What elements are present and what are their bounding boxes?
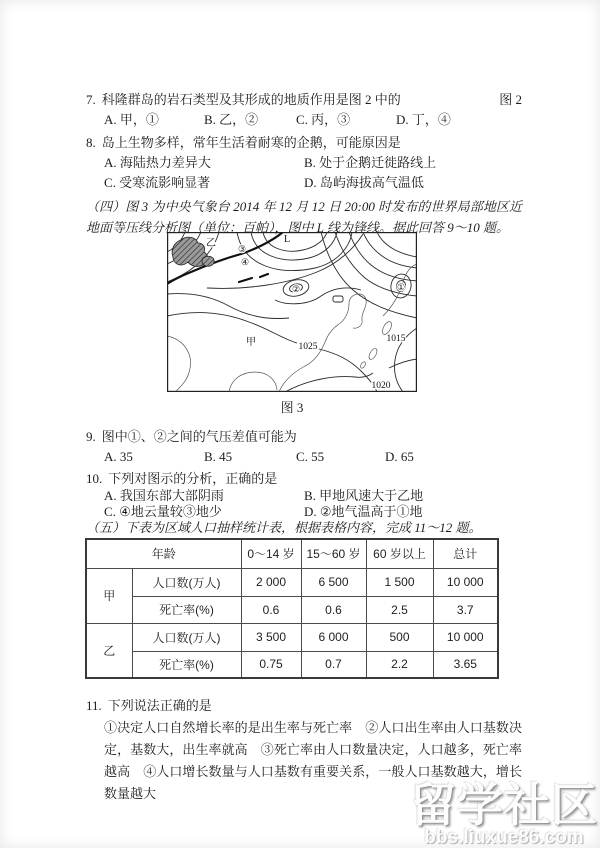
isobar-map xyxy=(167,232,417,392)
row-label: 人口数(万人) xyxy=(132,568,241,596)
cell: 2.5 xyxy=(366,596,433,623)
q8-option-b: B. 处于企鹅迁徙路线上 xyxy=(304,155,437,170)
cell: 6 000 xyxy=(301,623,366,651)
question-number: 11. xyxy=(86,698,102,713)
header-total: 总计 xyxy=(433,539,498,568)
row-label: 死亡率(%) xyxy=(132,596,241,623)
question-7-text: 7. 科隆群岛的岩石类型及其形成的地质作用是图 2 中的 xyxy=(86,92,401,107)
q9-option-a: A. 35 xyxy=(104,449,133,464)
cell: 3 500 xyxy=(241,623,301,651)
q7-option-a: A. 甲，① xyxy=(104,112,159,127)
question-11-statements: ①决定人口自然增长率的是出生率与死亡率 ②人口出生率由人口基数决定，基数大，出生率就高 ③死亡率由人口数量决定，人口越多，死亡率越高 ④人口增长数量与人口基数有重要关系，一般人口基数越大，增长数量越大 xyxy=(104,720,522,801)
cell: 2.2 xyxy=(366,651,433,678)
cell: 0.6 xyxy=(241,596,301,623)
label-region-yi: 乙 xyxy=(206,238,216,249)
group-yi-label: 乙 xyxy=(86,623,132,678)
question-10-options-row1 xyxy=(104,488,524,504)
cell: 2 000 xyxy=(241,568,301,596)
q7-option-b: B. 乙，② xyxy=(204,112,259,127)
q8-option-d: D. 岛屿海拔高气温低 xyxy=(304,175,424,190)
label-iso-1020: 1020 xyxy=(371,381,391,391)
q8-option-c: C. 受寒流影响显著 xyxy=(104,175,211,190)
table-row xyxy=(86,651,498,678)
label-point-3: ③ xyxy=(237,244,247,254)
cell: 0.6 xyxy=(301,596,366,623)
header-0-14: 0～14 岁 xyxy=(241,539,301,568)
cell: 10 000 xyxy=(433,623,498,651)
section-5-intro: （五）下表为区域人口抽样统计表，根据表格内容，完成 11～12 题。 xyxy=(86,520,482,535)
table-row xyxy=(86,623,498,651)
question-7-options xyxy=(104,110,524,130)
label-region-jia: 甲 xyxy=(246,337,256,348)
question-11-stem: 11. 下列说法正确的是 xyxy=(86,698,212,713)
label-point-4: ④ xyxy=(240,257,250,267)
label-point-2: ② xyxy=(291,284,301,294)
header-60-plus: 60 岁以上 xyxy=(366,539,433,568)
question-number: 9. xyxy=(86,429,96,444)
q9-option-b: B. 45 xyxy=(204,449,233,464)
question-9-options xyxy=(104,447,524,467)
section-4-intro: （四）图 3 为中央气象台 2014 年 12 月 12 日 20:00 时发布的世界局部地区近地面等压线分析图（单位：百帕），图中 L 线为锋线。据此回答 9～10 题。 xyxy=(86,199,522,235)
watermark-url: bbs.liuxue86.com xyxy=(424,827,584,848)
cell: 6 500 xyxy=(301,568,366,596)
figure-2-reference: 图 2 xyxy=(499,92,522,107)
q10-option-d: D. ②地气温高于①地 xyxy=(304,504,423,519)
row-label: 死亡率(%) xyxy=(132,651,241,678)
q9-option-d: D. 65 xyxy=(385,449,414,464)
q9-option-c: C. 55 xyxy=(296,449,325,464)
group-jia-label: 甲 xyxy=(86,568,132,623)
question-number: 7. xyxy=(86,92,96,107)
question-8-options-row1 xyxy=(104,153,524,173)
population-table xyxy=(85,538,499,679)
table-row xyxy=(86,568,498,596)
table-row xyxy=(86,596,498,623)
q10-option-c: C. ④地云量较③地少 xyxy=(104,504,222,519)
question-number: 8. xyxy=(86,135,96,150)
cell: 0.75 xyxy=(241,651,301,678)
q10-option-b: B. 甲地风速大于乙地 xyxy=(304,488,424,503)
q7-option-d: D. 丁，④ xyxy=(396,112,451,127)
cell: 10 000 xyxy=(433,568,498,596)
question-10-stem: 10. 下列对图示的分析，正确的是 xyxy=(86,471,278,486)
table-header-row xyxy=(86,539,498,568)
label-iso-1025: 1025 xyxy=(298,342,318,352)
header-age: 年龄 xyxy=(86,539,241,568)
question-8-stem: 8. 岛上生物多样，常年生活着耐寒的企鹅，可能原因是 xyxy=(86,135,401,150)
map-labels xyxy=(206,234,406,391)
cell: 3.7 xyxy=(433,596,498,623)
q10-option-a: A. 我国东部大部阴雨 xyxy=(104,488,224,503)
label-point-1: ① xyxy=(396,282,406,292)
cell: 0.7 xyxy=(301,651,366,678)
header-15-60: 15～60 岁 xyxy=(301,539,366,568)
question-10-options-row2 xyxy=(104,504,524,520)
q7-option-c: C. 丙，③ xyxy=(296,112,351,127)
question-9-stem: 9. 图中①、②之间的气压差值可能为 xyxy=(86,429,297,444)
cell: 1 500 xyxy=(366,568,433,596)
row-label: 人口数(万人) xyxy=(132,623,241,651)
question-7-stem xyxy=(86,90,522,110)
label-front-line: L xyxy=(283,234,291,245)
figure-3-caption: 图 3 xyxy=(280,400,304,415)
cell: 500 xyxy=(366,623,433,651)
isobar-map-figure xyxy=(167,232,417,392)
watermark-logo-text: 留学社区 xyxy=(410,779,598,831)
label-iso-1015: 1015 xyxy=(386,334,406,344)
question-number: 10. xyxy=(86,471,103,486)
cell: 3.65 xyxy=(433,651,498,678)
q8-option-a: A. 海陆热力差异大 xyxy=(104,155,211,170)
question-8-options-row2 xyxy=(104,173,524,193)
